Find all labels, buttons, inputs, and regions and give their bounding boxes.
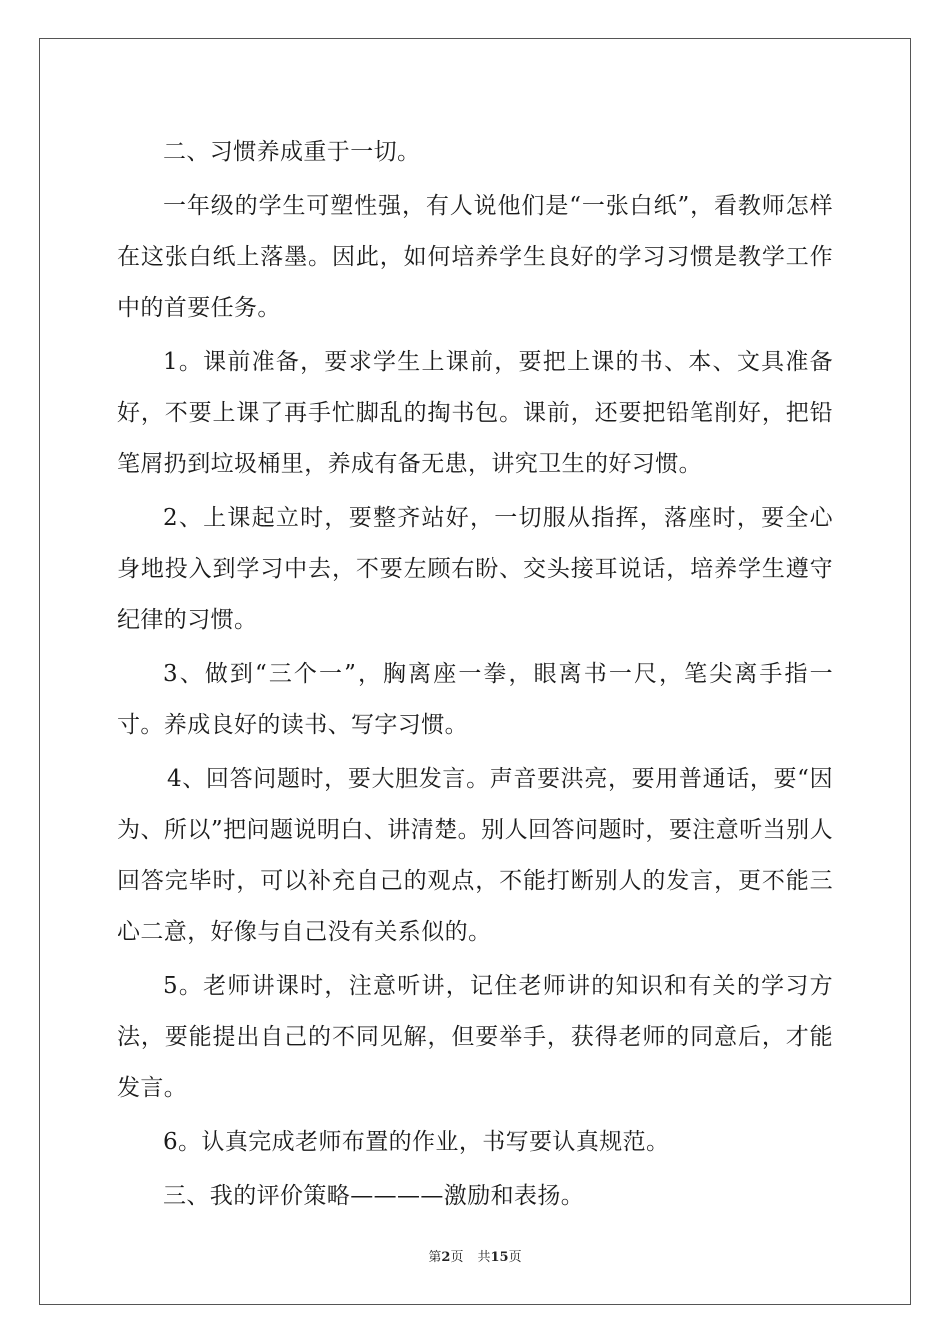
paragraph-item-3: 3、做到“三个一”，胸离座一拳，眼离书一尺，笔尖离手指一寸。养成良好的读书、写字习惯。 [117, 661, 833, 738]
footer-total-pages: 15 [490, 1250, 509, 1265]
footer-total-prefix: 共 [477, 1250, 491, 1265]
section-heading-habits: 二、习惯养成重于一切。 [163, 139, 421, 165]
paragraph-intro: 一年级的学生可塑性强，有人说他们是“一张白纸”，看教师怎样在这张白纸上落墨。因此，如何培养学生良好的学习习惯是教学工作中的首要任务。 [117, 193, 833, 321]
footer-total-suffix: 页 [508, 1250, 522, 1265]
footer-page-suffix: 页 [450, 1250, 464, 1265]
section-heading-evaluation: 三、我的评价策略————激励和表扬。 [163, 1183, 585, 1209]
footer-page-prefix: 第 [428, 1250, 442, 1265]
paragraph-item-4: 4、回答问题时，要大胆发言。声音要洪亮，要用普通话，要“因为、所以”把问题说明白、讲清楚。别人回答问题时，要注意听当别人回答完毕时，可以补充自己的观点，不能打断别人的发言，更不能三心二意，好像与自己没有关系似的。 [117, 766, 833, 945]
paragraph-item-1: 1。课前准备，要求学生上课前，要把上课的书、本、文具准备好，不要上课了再手忙脚乱的掏书包。课前，还要把铅笔削好，把铅笔屑扔到垃圾桶里，养成有备无患，讲究卫生的好习惯。 [117, 349, 833, 477]
document-body [117, 127, 833, 1225]
paragraph-item-6: 6。认真完成老师布置的作业，书写要认真规范。 [163, 1129, 670, 1155]
paragraph-item-5: 5。老师讲课时，注意听讲，记住老师讲的知识和有关的学习方法，要能提出自己的不同见解，但要举手，获得老师的同意后，才能发言。 [117, 973, 833, 1101]
footer-page-number: 2 [441, 1250, 451, 1265]
paragraph-item-2: 2、上课起立时，要整齐站好，一切服从指挥，落座时，要全心身地投入到学习中去，不要左顾右盼、交头接耳说话，培养学生遵守纪律的习惯。 [117, 505, 833, 633]
page-footer [0, 1246, 950, 1265]
